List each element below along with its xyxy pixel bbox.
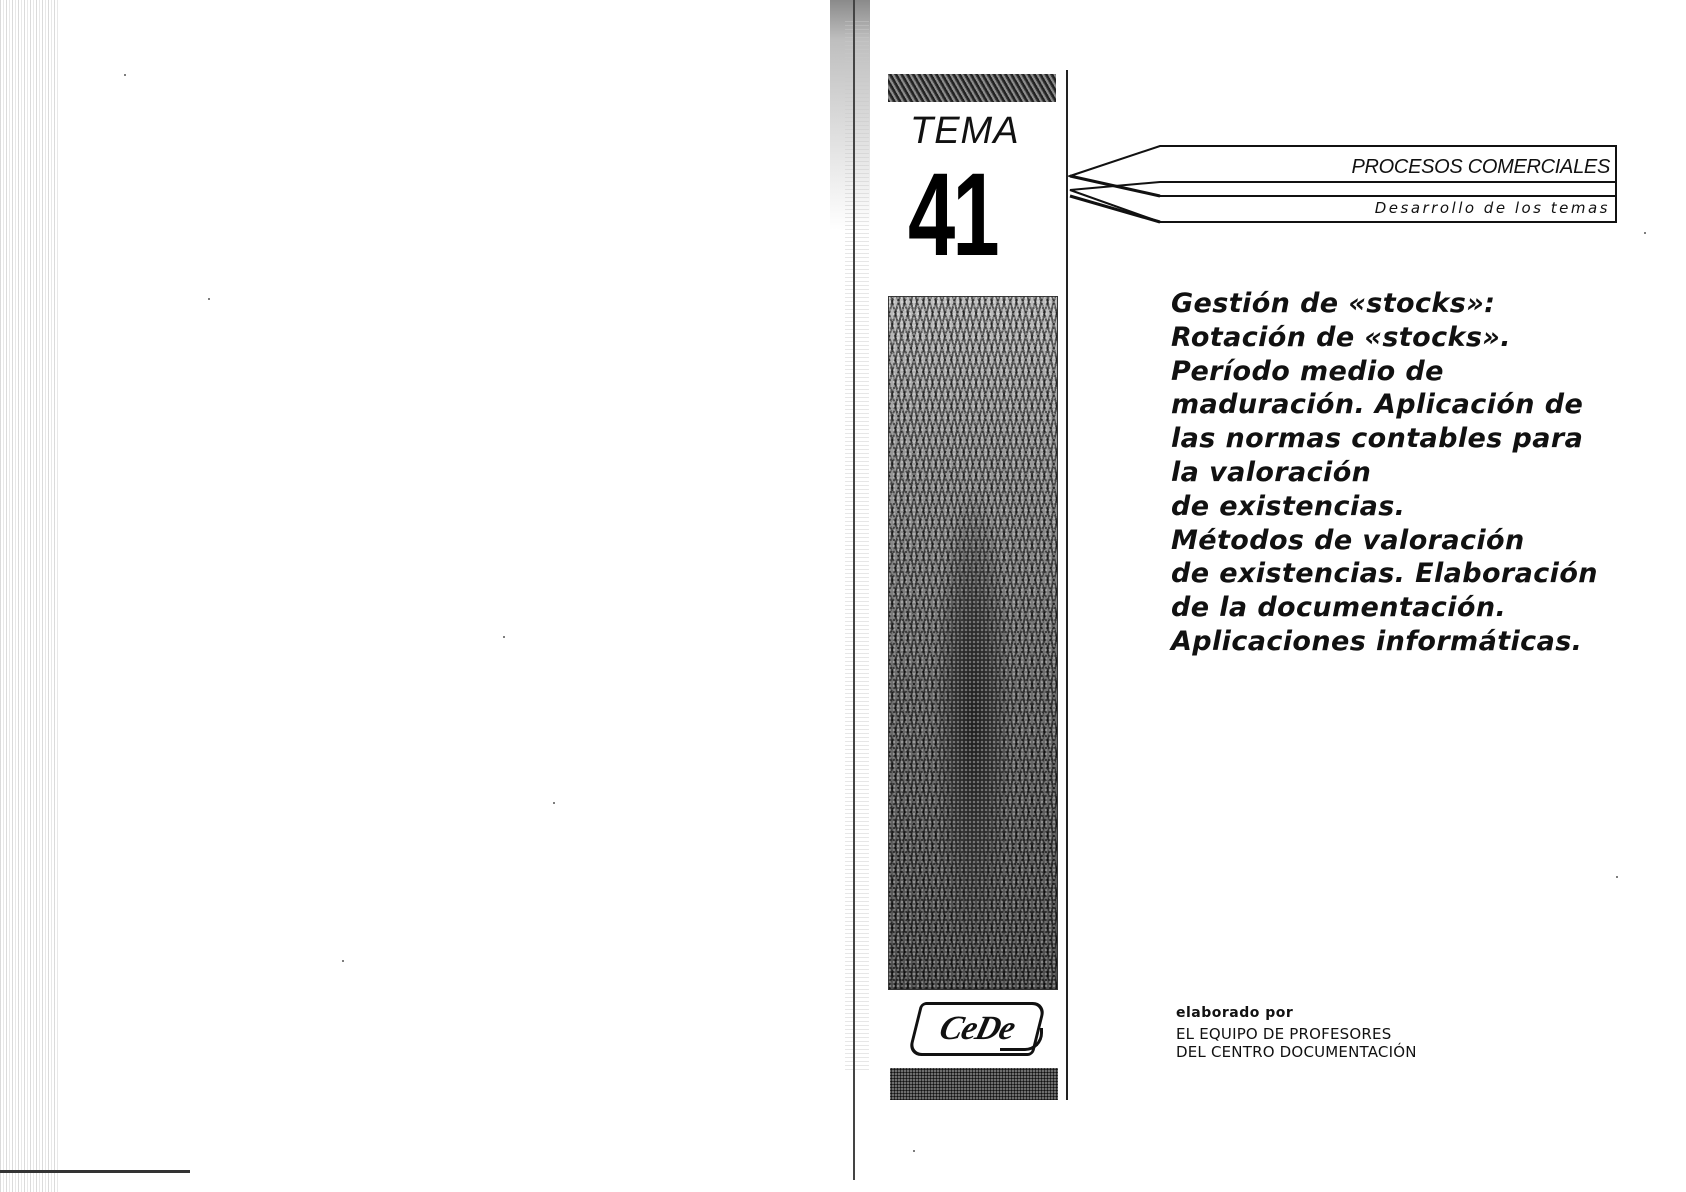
scan-speck [553, 802, 555, 804]
spine-top-pattern [888, 74, 1056, 102]
scan-speck [503, 636, 505, 638]
scan-speck [208, 298, 210, 300]
title-line: Período medio de [1171, 355, 1444, 387]
section-label: PROCESOS COMERCIALES [1351, 156, 1610, 178]
title-line: de la documentación. [1171, 592, 1507, 624]
scan-speck [913, 1150, 915, 1152]
scan-speck [124, 74, 126, 76]
title-line: Gestión de «stocks»: [1171, 288, 1496, 319]
gutter-texture [845, 20, 869, 1070]
tema-number: 41 [908, 149, 997, 281]
spine-bottom-pattern [890, 1068, 1058, 1100]
topic-title [1171, 287, 1671, 659]
title-line: Métodos de valoración [1171, 524, 1525, 556]
tema-label: TEMA [910, 110, 1020, 152]
title-line: maduración. Aplicación de [1171, 389, 1584, 421]
scan-speck [342, 960, 344, 962]
credits-line: EL EQUIPO DE PROFESORES [1176, 1025, 1392, 1043]
title-line: de existencias. Elaboración [1171, 558, 1598, 590]
page-fold-line [853, 0, 855, 1180]
left-page-scan-edge [0, 0, 60, 1192]
photo-halftone [888, 296, 1056, 988]
credits-line: DEL CENTRO DOCUMENTACIÓN [1176, 1043, 1417, 1061]
credits-intro: elaborado por [1176, 1005, 1294, 1021]
left-page-bottom-line [0, 1170, 190, 1173]
title-line: Rotación de «stocks». [1171, 321, 1511, 353]
title-line: la valoración [1171, 456, 1372, 488]
title-line: de existencias. [1171, 490, 1406, 522]
cede-logo-text: CeDe [935, 1010, 1019, 1047]
credits [1176, 1005, 1576, 1061]
title-line: Aplicaciones informáticas. [1171, 625, 1583, 657]
scan-speck [1616, 876, 1618, 878]
scan-speck [1644, 232, 1646, 234]
subsection-label: Desarrollo de los temas [1374, 199, 1610, 217]
title-line: las normas contables para [1171, 423, 1584, 455]
